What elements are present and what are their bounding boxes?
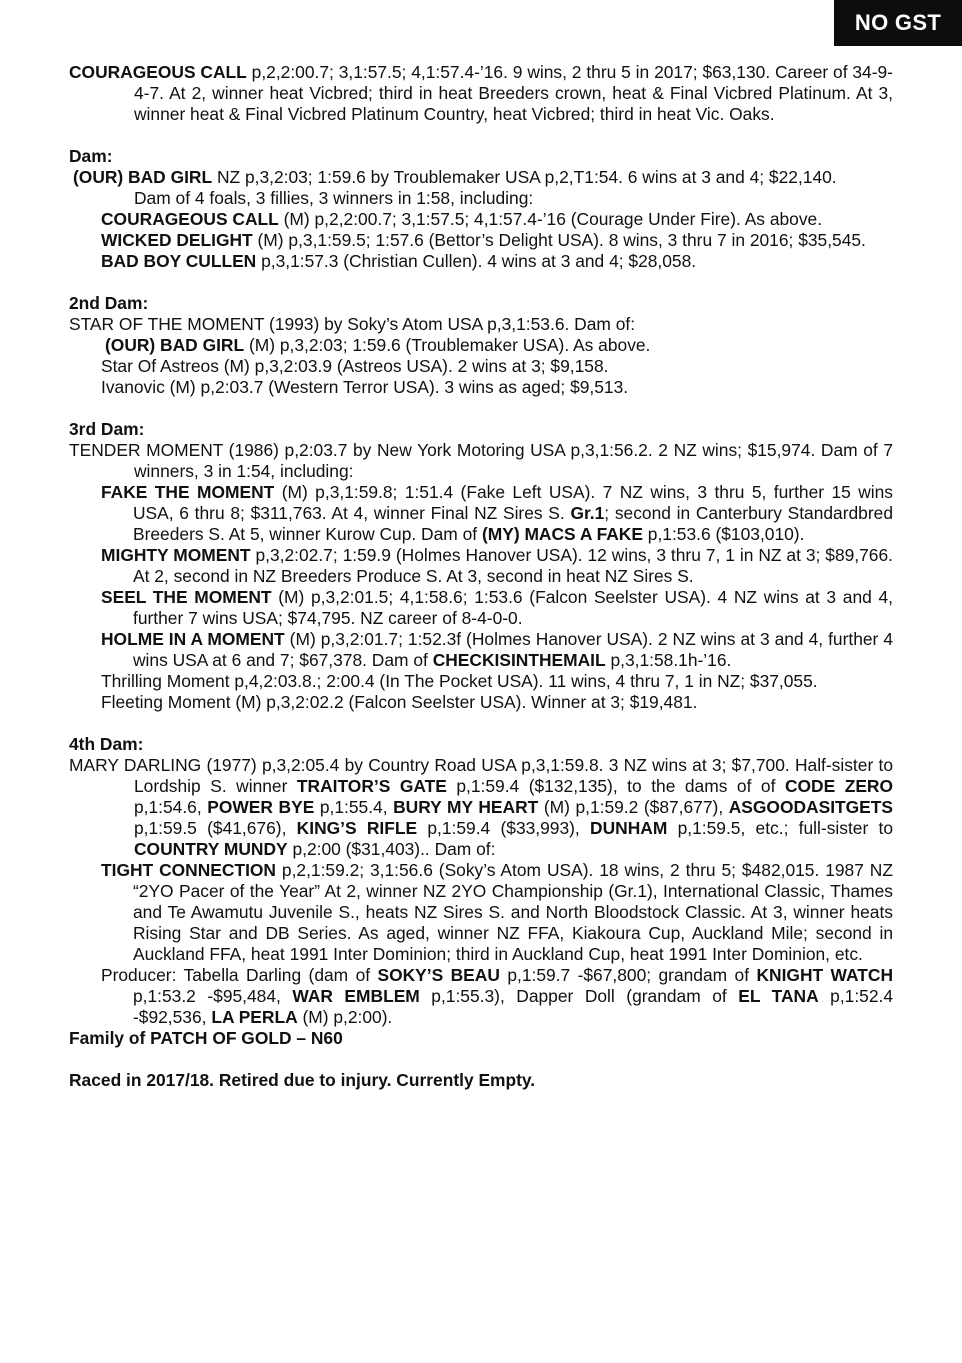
progeny-name: SEEL THE MOMENT — [101, 587, 272, 607]
producer-text: Producer: Tabella Darling (dam of — [101, 965, 378, 985]
progeny-name: FAKE THE MOMENT — [101, 482, 275, 502]
progeny-name: HOLME IN A MOMENT — [101, 629, 285, 649]
progeny-text: Star Of Astreos (M) p,3,2:03.9 (Astreos USA). 2 wins at 3; $9,158. — [101, 356, 609, 376]
dam4-producer — [101, 965, 893, 1028]
producer-text: p,1:59.7 -$67,800; grandam of — [499, 965, 757, 985]
dam-entry — [73, 167, 893, 188]
dam4-text: p,1:54.6, — [134, 797, 208, 817]
relative-name: CODE ZERO — [784, 776, 893, 796]
dam2-progeny-1 — [105, 335, 893, 356]
progeny-text: (M) p,3,2:03; 1:59.6 (Troublemaker USA). As above. — [244, 335, 651, 355]
progeny-name: BAD BOY CULLEN — [101, 251, 257, 271]
dam4-text: p,1:59.5 ($41,676), — [134, 818, 297, 838]
relative-name: EL TANA — [738, 986, 819, 1006]
family-line: Family of PATCH OF GOLD – N60 — [69, 1028, 343, 1048]
producer-text: p,1:53.2 -$95,484, — [133, 986, 293, 1006]
dam3-heading: 3rd Dam: — [69, 419, 145, 439]
progeny-text: (M) p,3,2:01.5; 4,1:58.6; 1:53.6 (Falcon Seelster USA). 4 NZ wins at 3 and 4, further 7 wins USA; $74,795. NZ career of 8-4-0-0. — [133, 587, 893, 628]
dam3-progeny-seel — [101, 587, 893, 629]
spacer — [69, 1049, 893, 1070]
group-label: Gr.1 — [570, 503, 605, 523]
dam3-progeny-fake — [101, 482, 893, 545]
dam-name: (OUR) BAD GIRL — [73, 167, 213, 187]
pedigree-page — [69, 62, 893, 1091]
progeny-text: p,3,2:02.7; 1:59.9 (Holmes Hanover USA). 12 wins, 3 thru 7, 1 in NZ at 3; $89,766. At 2, second in NZ Breeders Produce S. At 3, second in heat NZ Sires S. — [133, 545, 893, 586]
intro-entry — [69, 62, 893, 125]
progeny-text: p,2,1:59.2; 3,1:56.6 (Soky’s Atom USA). 18 wins, 2 thru 5; $482,015. 1987 NZ “2YO Pacer of the Year” At 2, winner NZ 2YO Championship (Gr.1), International Classic, Thames and Te Awamutu Juvenile S., heats NZ Sires S. and North Bloodstock Classic. At 3, winner heats Rising Star and DB Series. As aged, winner NZ FFA, Kiakoura Cup, Auckland Mile; second in Auckland FFA, heat 1991 Inter Dominion; third in Auckland Cup, heat 1991 Inter Dominion, etc. — [133, 860, 893, 964]
producer-text: (M) p,2:00). — [297, 1007, 393, 1027]
progeny-text: Ivanovic (M) p,2:03.7 (Western Terror USA). 3 wins as aged; $9,513. — [101, 377, 629, 397]
progeny-name: COURAGEOUS CALL — [101, 209, 279, 229]
dam4-text: p,1:55.4, — [314, 797, 394, 817]
progeny-text: (M) p,3,1:59.8; 1:51.4 (Fake Left USA). 7 NZ wins, 3 thru 5, further 15 wins USA, 6 thru 8; $311,763. At 4, winner Final NZ Sires S. — [133, 482, 894, 523]
producer-text: p,1:52.4 -$92,536, — [133, 986, 893, 1027]
dam4-text: p,2:00 ($31,403).. Dam of: — [287, 839, 496, 859]
relative-name: DUNHAM — [590, 818, 668, 838]
relative-name: SOKY’S BEAU — [377, 965, 500, 985]
dam-heading: Dam: — [69, 146, 113, 166]
relative-name: POWER BYE — [207, 797, 315, 817]
progeny-text: (M) p,3,1:59.5; 1:57.6 (Bettor’s Delight USA). 8 wins, 3 thru 7 in 2016; $35,545. — [252, 230, 866, 250]
dam3-progeny-fleeting: Fleeting Moment (M) p,3,2:02.2 (Falcon Seelster USA). Winner at 3; $19,481. — [101, 692, 698, 712]
relative-name: WAR EMBLEM — [292, 986, 420, 1006]
dam3-progeny-thrilling: Thrilling Moment p,4,2:03.8.; 2:00.4 (In The Pocket USA). 11 wins, 4 thru 7, 1 in NZ; $37,055. — [101, 671, 818, 691]
no-gst-badge: NO GST — [834, 0, 962, 46]
relative-name: KNIGHT WATCH — [756, 965, 894, 985]
dam-progeny-2 — [101, 230, 893, 251]
dam3-entry: TENDER MOMENT (1986) p,2:03.7 by New York Motoring USA p,3,1:56.2. 2 NZ wins; $15,974. Dam of 7 winners, 3 in 1:54, including: — [69, 440, 893, 481]
progeny-text: (M) p,2,2:00.7; 3,1:57.5; 4,1:57.4-’16 (Courage Under Fire). As above. — [278, 209, 823, 229]
horse-name: COURAGEOUS CALL — [69, 62, 247, 82]
dam2-heading: 2nd Dam: — [69, 293, 149, 313]
progeny-name: WICKED DELIGHT — [101, 230, 253, 250]
offspring-name: CHECKISINTHEMAIL — [432, 650, 606, 670]
dam-text: NZ p,3,2:03; 1:59.6 by Troublemaker USA p,2,T1:54. 6 wins at 3 and 4; $22,140. — [212, 167, 837, 187]
relative-name: ASGOODASITGETS — [728, 797, 893, 817]
progeny-name: TIGHT CONNECTION — [101, 860, 276, 880]
producer-text: p,1:55.3), Dapper Doll (grandam of — [419, 986, 739, 1006]
relative-name: KING’S RIFLE — [296, 818, 418, 838]
dam3-progeny-holme — [101, 629, 893, 671]
dam4-text: (M) p,1:59.2 ($87,677), — [538, 797, 729, 817]
relative-name: TRAITOR’S GATE — [296, 776, 447, 796]
dam3-progeny-mighty — [101, 545, 893, 587]
progeny-text: ; second in Canterbury Standardbred Breeders S. At 5, winner Kurow Cup. Dam of — [133, 503, 893, 544]
relative-name: LA PERLA — [211, 1007, 298, 1027]
dam2-entry: STAR OF THE MOMENT (1993) by Soky’s Atom USA p,3,1:53.6. Dam of: — [69, 314, 636, 334]
dam4-text: p,1:59.5, etc.; full-sister to — [667, 818, 894, 838]
offspring-name: (MY) MACS A FAKE — [481, 524, 643, 544]
intro-text: p,2,2:00.7; 3,1:57.5; 4,1:57.4-’16. 9 wins, 2 thru 5 in 2017; $63,130. Career of 34-9-4-7. At 2, winner heat Vicbred; third in heat Breeders crown, heat & Final Vicbred Platinum. At 3, winner heat & Final Vicbred Platinum Country, heat Vicbred; third in heat Vic. Oaks. — [134, 62, 893, 124]
dam4-progeny-tight — [101, 860, 893, 965]
progeny-text: p,3,1:58.1h-’16. — [605, 650, 732, 670]
dam4-text: p,1:59.4 ($132,135), to the dams of of — [446, 776, 785, 796]
progeny-text: p,3,1:57.3 (Christian Cullen). 4 wins at 3 and 4; $28,058. — [256, 251, 697, 271]
dam-progeny-1 — [101, 209, 893, 230]
dam4-text: MARY DARLING (1977) p,3,2:05.4 by Country Road USA p,3,1:59.8. 3 NZ wins at 3; $7,700. Half-sister to Lordship S. winner — [69, 755, 893, 796]
dam4-entry — [69, 755, 893, 860]
relative-name: BURY MY HEART — [393, 797, 539, 817]
status-footer: Raced in 2017/18. Retired due to injury. Currently Empty. — [69, 1070, 536, 1090]
progeny-name: MIGHTY MOMENT — [101, 545, 251, 565]
dam4-heading: 4th Dam: — [69, 734, 144, 754]
dam-progeny-3 — [101, 251, 893, 272]
progeny-text: p,1:53.6 ($103,010). — [642, 524, 805, 544]
dam-foals: Dam of 4 foals, 3 fillies, 3 winners in 1:58, including: — [134, 188, 534, 208]
dam2-progeny-3 — [101, 377, 893, 398]
progeny-name: (OUR) BAD GIRL — [105, 335, 245, 355]
progeny-text: (M) p,3,2:01.7; 1:52.3f (Holmes Hanover USA). 2 NZ wins at 3 and 4, further 4 wins USA at 6 and 7; $67,378. Dam of — [133, 629, 893, 670]
relative-name: COUNTRY MUNDY — [134, 839, 288, 859]
dam4-text: p,1:59.4 ($33,993), — [417, 818, 591, 838]
dam2-progeny-2 — [101, 356, 893, 377]
